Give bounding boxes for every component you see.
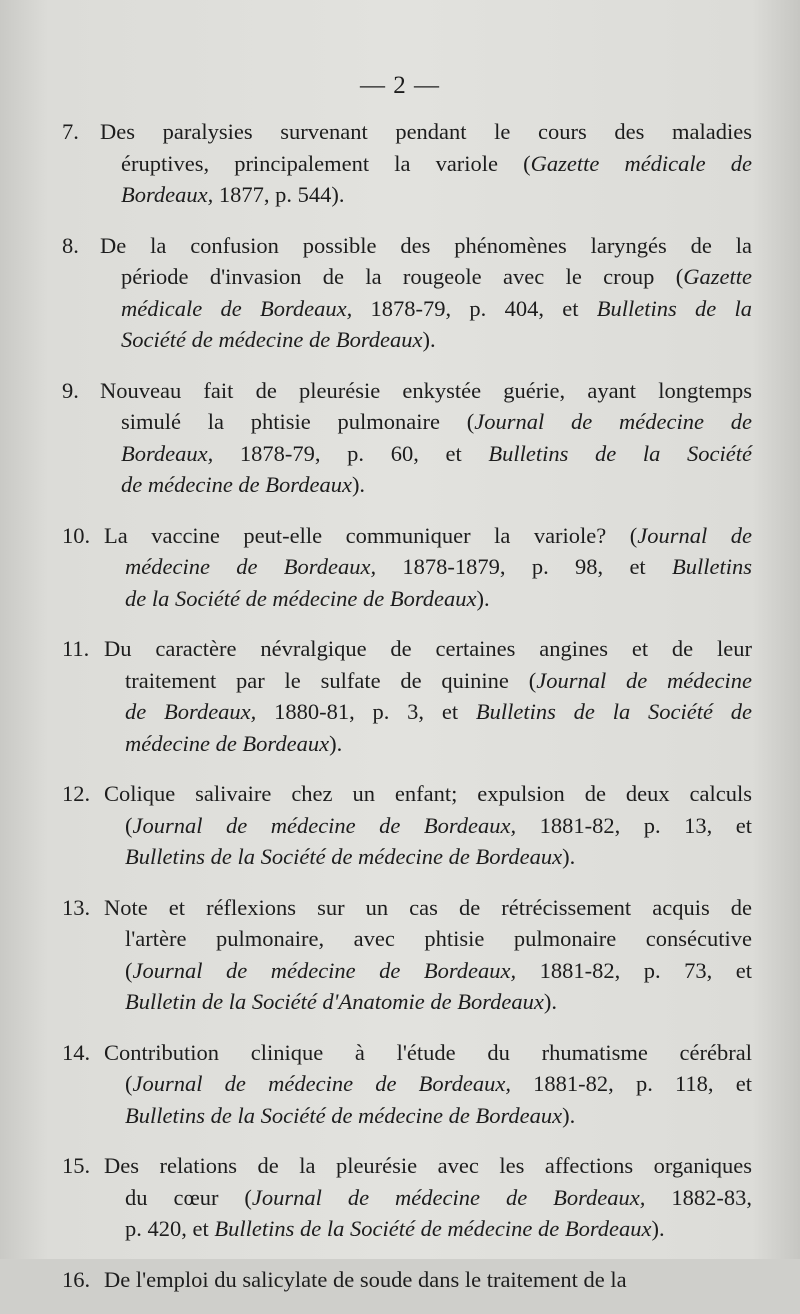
entry-line <box>100 230 752 262</box>
entry-line <box>104 810 752 842</box>
entry-text: Colique salivaire chez un enfant; expulsion de deux calculs <box>104 781 752 806</box>
entry-text: simulé la phtisie pulmonaire ( <box>121 409 475 434</box>
entry-text: ( <box>125 812 133 838</box>
entry-line <box>100 116 752 148</box>
citation-italic-text: Gazette médicale de <box>530 150 752 176</box>
entry-text: ). <box>476 585 490 611</box>
citation-italic-text: Journal de <box>637 522 752 548</box>
bibliography-entry-11 <box>62 633 752 759</box>
entry-text: Nouveau fait de pleurésie enkystée guérie, ayant longtemps <box>100 377 752 403</box>
entry-text: 1878-79, p. 404, et <box>352 295 597 321</box>
citation-italic-text: de la Société de médecine de Bordeaux <box>125 585 477 611</box>
bibliography-entry-14 <box>62 1037 752 1132</box>
entry-text: ). <box>651 1216 665 1241</box>
entry-number: 15. <box>62 1153 91 1178</box>
citation-italic-text: Bulletins de la <box>596 295 753 321</box>
bibliography-entry-8 <box>62 230 752 356</box>
bibliography-entry-9 <box>62 375 752 501</box>
entry-text: ( <box>125 1071 133 1096</box>
entry-text: 1881-82, p. 13, et <box>516 812 752 838</box>
entry-number: 16. <box>62 1266 91 1292</box>
citation-italic-text: Journal de médecine de Bordeaux, <box>132 1071 511 1096</box>
entry-text: De la confusion possible des phénomènes laryngés de la <box>100 232 752 258</box>
bibliography-entry-10 <box>62 520 752 615</box>
entry-text: traitement par le sulfate de quinine ( <box>125 667 537 693</box>
entry-text: éruptives, principalement la variole ( <box>121 150 531 176</box>
citation-italic-text: Gazette <box>683 264 752 289</box>
entry-line <box>104 1182 752 1214</box>
entry-text: période d'invasion de la rougeole avec le croup ( <box>121 264 684 289</box>
citation-italic-text: Bulletins de la Société de médecine de Bordeaux <box>125 1102 563 1128</box>
citation-italic-text: Journal de médecine <box>536 667 752 693</box>
bibliography-entry-15 <box>62 1150 752 1245</box>
entry-text: ). <box>562 1102 576 1128</box>
entry-line <box>104 1213 752 1245</box>
page-number: — 2 — <box>360 72 440 99</box>
entry-text: Note et réflexions sur un cas de rétrécissement acquis de <box>104 894 752 920</box>
entry-text: ). <box>351 472 366 497</box>
bibliography-entry-16 <box>62 1264 752 1296</box>
entry-text: 1877, p. 544). <box>213 182 345 207</box>
entry-line <box>100 375 752 407</box>
citation-italic-text: Bulletins <box>672 554 752 579</box>
citation-italic-text: de médecine de Bordeaux <box>121 472 352 497</box>
entry-text: De l'emploi du salicylate de soude dans le traitement de la <box>104 1266 627 1292</box>
entry-number: 8. <box>62 232 79 258</box>
entry-line <box>104 955 752 987</box>
entry-line <box>100 293 752 325</box>
citation-italic-text: Société de médecine de Bordeaux <box>121 327 423 352</box>
entry-line <box>104 520 752 552</box>
citation-italic-text: Journal de médecine de <box>474 409 752 434</box>
entry-text: du cœur ( <box>125 1184 252 1210</box>
entry-line <box>104 1264 752 1296</box>
entry-line <box>104 923 752 955</box>
entry-text: ). <box>329 730 343 756</box>
entry-number: 14. <box>62 1039 91 1065</box>
entry-text: 1878-79, p. 60, et <box>213 440 489 466</box>
entry-line <box>104 1068 752 1100</box>
entry-text: Du caractère névralgique de certaines angines et de leur <box>104 636 752 661</box>
entry-line <box>104 1100 752 1132</box>
citation-italic-text: Bulletins de la Société <box>488 440 752 466</box>
citation-italic-text: médecine de Bordeaux <box>125 730 330 756</box>
entry-number: 9. <box>62 377 79 403</box>
entry-number: 10. <box>62 522 91 548</box>
citation-italic-text: Bulletins de la Société de <box>475 699 752 724</box>
entry-number: 13. <box>62 894 91 920</box>
entry-line <box>104 633 752 665</box>
entry-line <box>104 1037 752 1069</box>
entry-line <box>104 583 752 615</box>
entry-text: l'artère pulmonaire, avec phtisie pulmonaire consécutive <box>125 926 752 951</box>
citation-italic-text: Journal de médecine de Bordeaux, <box>132 812 517 838</box>
entry-text: Des paralysies survenant pendant le cours des maladies <box>100 119 752 144</box>
bibliography-entry-12 <box>62 778 752 873</box>
entry-line <box>100 469 752 501</box>
entry-text: La vaccine peut-elle communiquer la variole? ( <box>104 522 638 548</box>
entry-text: 1881-82, p. 73, et <box>516 957 752 983</box>
citation-italic-text: Bordeaux, <box>121 440 214 466</box>
bibliography-list <box>62 116 752 1314</box>
entry-line <box>104 778 752 810</box>
entry-text: ). <box>422 327 436 352</box>
entry-line <box>104 1150 752 1182</box>
entry-number: 11. <box>62 636 90 661</box>
entry-text: ( <box>125 957 133 983</box>
citation-italic-text: Bordeaux, <box>121 182 214 207</box>
citation-italic-text: de Bordeaux, <box>125 699 257 724</box>
citation-italic-text: Bulletin de la Société d'Anatomie de Bordeaux <box>125 989 544 1014</box>
entry-number: 7. <box>62 119 79 144</box>
citation-italic-text: Bulletins de la Société de médecine de Bordeaux <box>125 844 563 869</box>
citation-italic-text: Bulletins de la Société de médecine de Bordeaux <box>214 1216 652 1241</box>
entry-text: ). <box>543 989 557 1014</box>
entry-text: p. 420, et <box>125 1216 215 1241</box>
entry-line <box>104 696 752 728</box>
entry-line <box>100 406 752 438</box>
entry-line <box>100 261 752 293</box>
entry-line <box>100 148 752 180</box>
citation-italic-text: Journal de médecine de Bordeaux, <box>251 1184 646 1210</box>
entry-line <box>100 438 752 470</box>
entry-line <box>104 728 752 760</box>
entry-number: 12. <box>62 781 91 806</box>
entry-line <box>104 551 752 583</box>
entry-line <box>104 841 752 873</box>
entry-line <box>104 892 752 924</box>
entry-text: 1878-1879, p. 98, et <box>376 554 672 579</box>
entry-text: 1882-83, <box>645 1184 752 1210</box>
entry-line <box>104 665 752 697</box>
entry-line <box>104 986 752 1018</box>
bibliography-entry-13 <box>62 892 752 1018</box>
citation-italic-text: médicale de Bordeaux, <box>121 295 353 321</box>
citation-italic-text: Journal de médecine de Bordeaux, <box>132 957 517 983</box>
citation-italic-text: médecine de Bordeaux, <box>125 554 377 579</box>
entry-line <box>100 179 752 211</box>
entry-text: Contribution clinique à l'étude du rhumatisme cérébral <box>104 1039 752 1065</box>
entry-line <box>100 324 752 356</box>
entry-text: Des relations de la pleurésie avec les affections organiques <box>104 1153 752 1178</box>
bibliography-entry-7 <box>62 116 752 211</box>
entry-text: ). <box>562 844 576 869</box>
entry-text: 1880-81, p. 3, et <box>256 699 476 724</box>
entry-text: 1881-82, p. 118, et <box>510 1071 752 1096</box>
